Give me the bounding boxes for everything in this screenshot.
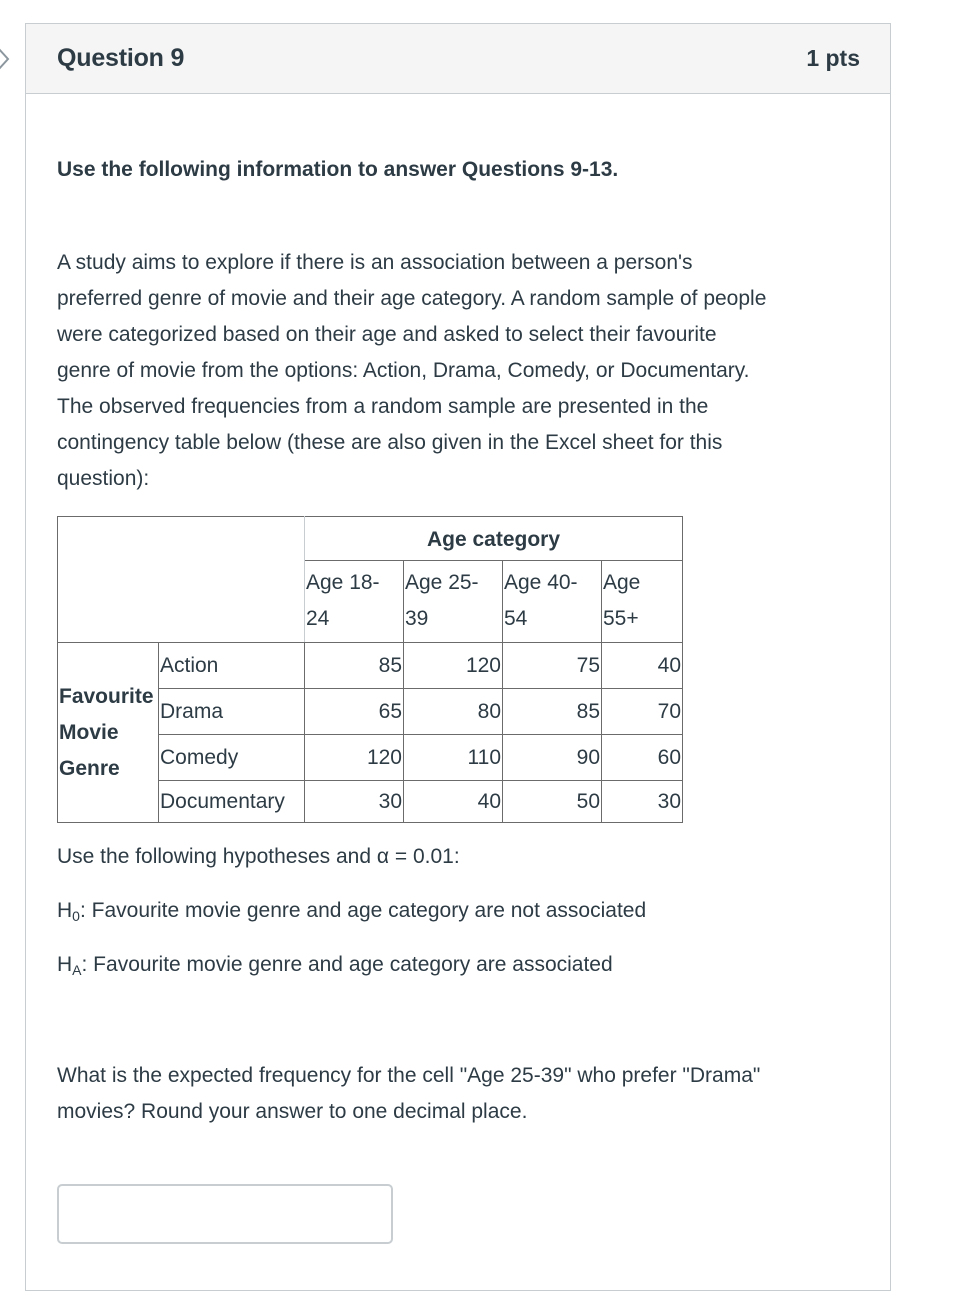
h0-subscript: 0: [72, 908, 80, 924]
alpha-line: Use the following hypotheses and α = 0.01:: [57, 845, 460, 868]
column-header: [602, 561, 683, 643]
h0-text: : Favourite movie genre and age category are not associated: [79, 899, 647, 922]
prompt-line: What is the expected frequency for the cell "Age 25-39" who prefer "Drama": [57, 1064, 761, 1087]
paragraph-line: genre of movie from the options: Action, Drama, Comedy, or Documentary.: [57, 359, 750, 382]
contingency-table: [57, 516, 683, 823]
column-header: [503, 561, 602, 643]
table-cell: 90: [503, 735, 602, 781]
question-intro: Use the following information to answer Questions 9-13.: [57, 158, 619, 181]
question-points: 1 pts: [806, 45, 860, 71]
row-header-drama: Drama: [159, 689, 305, 735]
table-cell: 120: [404, 643, 503, 689]
column-header-line: Age 40-: [504, 571, 578, 594]
column-header: [404, 561, 503, 643]
column-header-line: Age: [603, 571, 641, 594]
table-cell: 75: [503, 643, 602, 689]
table-cell: 120: [305, 735, 404, 781]
column-header-line: Age 18-: [306, 571, 380, 594]
null-hypothesis: [57, 899, 646, 924]
paragraph-line: were categorized based on their age and asked to select their favourite: [57, 323, 717, 346]
row-header-documentary: Documentary: [159, 781, 305, 823]
row-group-label: [58, 643, 159, 823]
table-cell: 30: [602, 781, 683, 823]
answer-input[interactable]: [57, 1184, 393, 1244]
question-title: Question 9: [57, 44, 185, 72]
alternative-hypothesis: [57, 953, 613, 978]
row-header-action: Action: [159, 643, 305, 689]
table-cell: 65: [305, 689, 404, 735]
table-cell: 30: [305, 781, 404, 823]
question-header: [26, 24, 890, 94]
age-category-header: Age category: [305, 517, 683, 561]
chevron-right-icon[interactable]: [0, 46, 14, 72]
table-cell: 40: [404, 781, 503, 823]
table-cell: 60: [602, 735, 683, 781]
paragraph-line: A study aims to explore if there is an association between a person's: [57, 251, 693, 274]
table-corner: [58, 517, 305, 643]
row-group-label-line: Movie: [59, 720, 119, 744]
table-cell: 85: [503, 689, 602, 735]
ha-subscript: A: [72, 962, 82, 978]
column-header-line: 39: [405, 607, 429, 630]
column-header: [305, 561, 404, 643]
paragraph-line: preferred genre of movie and their age category. A random sample of people: [57, 287, 767, 310]
row-header-comedy: Comedy: [159, 735, 305, 781]
question-prompt: [57, 1058, 887, 1130]
table-cell: 80: [404, 689, 503, 735]
table-cell: 50: [503, 781, 602, 823]
h0-prefix: H: [57, 899, 73, 922]
study-description: [57, 245, 867, 497]
row-group-label-line: Genre: [59, 756, 120, 780]
column-header-line: 24: [306, 607, 330, 630]
ha-prefix: H: [57, 953, 73, 976]
prompt-line: movies? Round your answer to one decimal place.: [57, 1100, 528, 1123]
column-header-line: Age 25-: [405, 571, 479, 594]
table-cell: 70: [602, 689, 683, 735]
table-cell: 40: [602, 643, 683, 689]
question-card: [25, 23, 891, 1291]
ha-text: : Favourite movie genre and age category are associated: [81, 953, 613, 976]
paragraph-line: The observed frequencies from a random sample are presented in the: [57, 395, 709, 418]
table-cell: 110: [404, 735, 503, 781]
table-cell: 85: [305, 643, 404, 689]
paragraph-line: question):: [57, 467, 150, 490]
column-header-line: 54: [504, 607, 528, 630]
paragraph-line: contingency table below (these are also given in the Excel sheet for this: [57, 431, 723, 454]
row-group-label-line: Favourite: [59, 684, 154, 708]
column-header-line: 55+: [603, 607, 639, 630]
